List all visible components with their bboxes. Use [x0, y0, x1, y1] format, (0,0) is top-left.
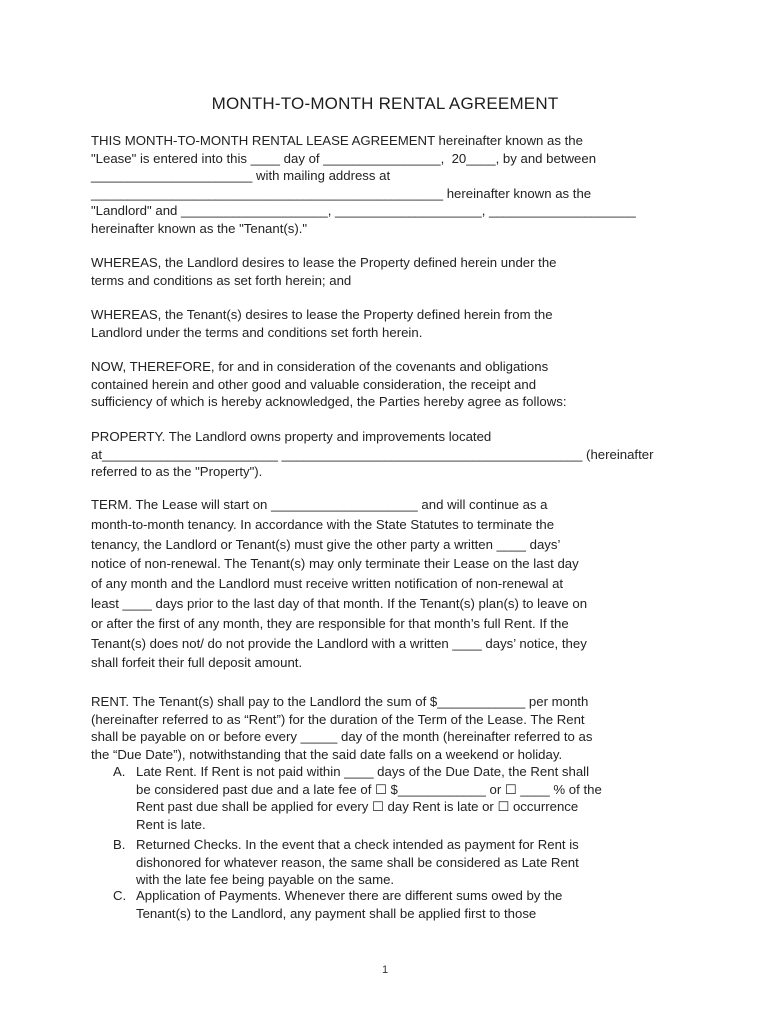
list-item-text: Late Rent. If Rent is not paid within ____ days of the Due Date, the Rent shall be considered past due and a late fee of ☐ $____________ or ☐ ____ % of the Rent past due shall be applied for every ☐ day Rent is late or ☐ occurrence Rent is late.	[136, 764, 602, 832]
document-title: MONTH-TO-MONTH RENTAL AGREEMENT	[211, 94, 559, 113]
list-item-text: Application of Payments. Whenever there are different sums owed by the Tenant(s) to the Landlord, any payment shall be applied first to those	[136, 888, 563, 921]
whereas-tenant-paragraph: WHEREAS, the Tenant(s) desires to lease the Property defined herein from the Landlord under the terms and conditions set forth herein.	[91, 307, 553, 340]
list-marker: A.	[113, 764, 126, 779]
now-therefore-paragraph: NOW, THEREFORE, for and in consideration of the covenants and obligations contained herein and other good and valuable consideration, the receipt and sufficiency of which is hereby acknowledged, the Parties hereby agree as follows:	[91, 359, 567, 410]
list-marker: B.	[113, 837, 126, 852]
property-paragraph: PROPERTY. The Landlord owns property and improvements located at________________________ _________________________________________ (hereinafter referred to as the "Property").	[91, 429, 654, 480]
list-item-application-of-payments	[91, 887, 691, 922]
intro-paragraph: THIS MONTH-TO-MONTH RENTAL LEASE AGREEMENT hereinafter known as the "Lease" is entered into this ____ day of ________________, 20____, by and between ______________________ with mailing address at ________________________________________________ hereinafter known as the "Landlord" and ____________________, ____________________, ____________________ hereinafter known as the "Tenant(s)."	[91, 133, 636, 236]
term-paragraph: TERM. The Lease will start on ____________________ and will continue as a month-to-month tenancy. In accordance with the State Statutes to terminate the tenancy, the Landlord or Tenant(s) must give the other party a written ____ days’ notice of non-renewal. The Tenant(s) may only terminate their Lease on the last day of any month and the Landlord must receive written notification of non-renewal at least ____ days prior to the last day of that month. If the Tenant(s) plan(s) to leave on or after the first of any month, they are responsible for that month’s full Rent. If the Tenant(s) does not/ do not provide the Landlord with a written ____ days’ notice, they shall forfeit their full deposit amount.	[91, 497, 588, 671]
list-marker: C.	[113, 888, 127, 903]
list-item-text: Returned Checks. In the event that a check intended as payment for Rent is dishonored for whatever reason, the same shall be considered as Late Rent with the late fee being payable on the same.	[136, 837, 579, 888]
whereas-landlord-paragraph: WHEREAS, the Landlord desires to lease the Property defined herein under the terms and conditions as set forth herein; and	[91, 255, 557, 288]
rent-paragraph: RENT. The Tenant(s) shall pay to the Landlord the sum of $____________ per month (hereinafter referred to as “Rent”) for the duration of the Term of the Lease. The Rent shall be payable on or before every _____ day of the month (hereinafter referred to as the “Due Date”), notwithstanding that the said date falls on a weekend or holiday.	[91, 694, 593, 762]
list-item-late-rent	[91, 763, 691, 833]
list-item-returned-checks	[91, 836, 691, 889]
page-number: 1	[381, 964, 389, 976]
